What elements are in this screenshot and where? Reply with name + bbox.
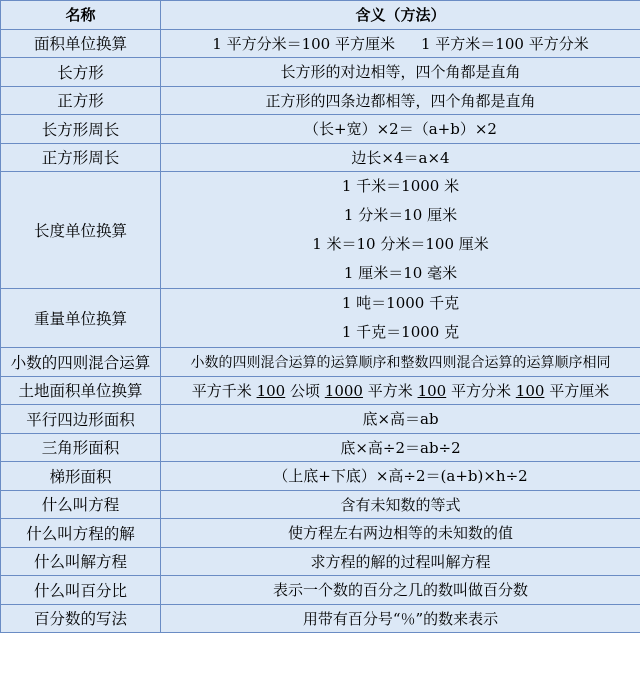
row-name: 百分数的写法	[1, 604, 161, 633]
table-row	[1, 490, 640, 519]
row-name: 三角形面积	[1, 433, 161, 462]
land-rate: 100	[417, 381, 447, 400]
header-meaning: 含义（方法）	[161, 1, 640, 30]
row-meaning: 表示一个数的百分之几的数叫做百分数	[161, 576, 640, 605]
table-row	[1, 172, 640, 289]
row-name: 平行四边形面积	[1, 405, 161, 434]
table-row	[1, 519, 640, 548]
row-name: 小数的四则混合运算	[1, 348, 161, 377]
length-line: 1 米＝10 分米＝100 厘米	[312, 235, 489, 253]
row-meaning: 小数的四则混合运算的运算顺序和整数四则混合运算的运算顺序相同	[161, 348, 640, 377]
length-line: 1 厘米＝10 毫米	[343, 264, 458, 282]
header-name: 名称	[1, 1, 161, 30]
table-row	[1, 405, 640, 434]
land-unit: 平方分米	[450, 381, 511, 400]
row-meaning: 底×高＝ab	[161, 405, 640, 434]
row-meaning: 含有未知数的等式	[161, 490, 640, 519]
row-name: 土地面积单位换算	[1, 376, 161, 405]
row-name: 什么叫解方程	[1, 547, 161, 576]
row-meaning: 底×高÷2＝ab÷2	[161, 433, 640, 462]
table-row	[1, 348, 640, 377]
length-line: 1 千米＝1000 米	[341, 177, 460, 195]
row-name: 长度单位换算	[1, 172, 161, 289]
weight-line: 1 吨＝1000 千克	[341, 294, 460, 312]
row-meaning	[161, 289, 640, 348]
row-meaning: 用带有百分号“％”的数来表示	[161, 604, 640, 633]
row-meaning	[161, 29, 640, 58]
land-rate: 1000	[324, 381, 363, 400]
row-name: 正方形	[1, 86, 161, 115]
table-row	[1, 29, 640, 58]
table-row	[1, 576, 640, 605]
row-name: 面积单位换算	[1, 29, 161, 58]
row-meaning	[161, 376, 640, 405]
row-meaning: （长+宽）×2＝（a+b）×2	[161, 115, 640, 144]
row-name: 正方形周长	[1, 143, 161, 172]
weight-line: 1 千克＝1000 克	[341, 323, 460, 341]
row-meaning: （上底+下底）×高÷2＝(a+b)×h÷2	[161, 462, 640, 491]
table-row	[1, 547, 640, 576]
table-row	[1, 58, 640, 87]
row-meaning	[161, 172, 640, 289]
row-meaning: 长方形的对边相等，四个角都是直角	[161, 58, 640, 87]
row-meaning: 求方程的解的过程叫解方程	[161, 547, 640, 576]
row-meaning: 边长×4＝a×4	[161, 143, 640, 172]
row-meaning: 使方程左右两边相等的未知数的值	[161, 519, 640, 548]
land-unit: 公顷	[290, 381, 321, 400]
land-unit: 平方米	[367, 381, 413, 400]
area-unit-b: 1 平方米＝100 平方分米	[421, 34, 589, 53]
table-row	[1, 433, 640, 462]
table-row	[1, 115, 640, 144]
land-rate: 100	[515, 381, 545, 400]
land-rate: 100	[256, 381, 286, 400]
table-row	[1, 143, 640, 172]
row-name: 长方形	[1, 58, 161, 87]
length-line: 1 分米＝10 厘米	[343, 206, 458, 224]
table-row	[1, 462, 640, 491]
row-name: 梯形面积	[1, 462, 161, 491]
table-row	[1, 376, 640, 405]
land-unit: 平方厘米	[549, 381, 610, 400]
row-name: 什么叫百分比	[1, 576, 161, 605]
row-name: 什么叫方程	[1, 490, 161, 519]
row-name: 重量单位换算	[1, 289, 161, 348]
table-row	[1, 86, 640, 115]
header-row	[1, 1, 640, 30]
area-unit-a: 1 平方分米＝100 平方厘米	[212, 34, 395, 53]
row-name: 长方形周长	[1, 115, 161, 144]
row-meaning: 正方形的四条边都相等，四个角都是直角	[161, 86, 640, 115]
row-name: 什么叫方程的解	[1, 519, 161, 548]
table-row	[1, 604, 640, 633]
table-row	[1, 289, 640, 348]
land-unit: 平方千米	[191, 381, 252, 400]
